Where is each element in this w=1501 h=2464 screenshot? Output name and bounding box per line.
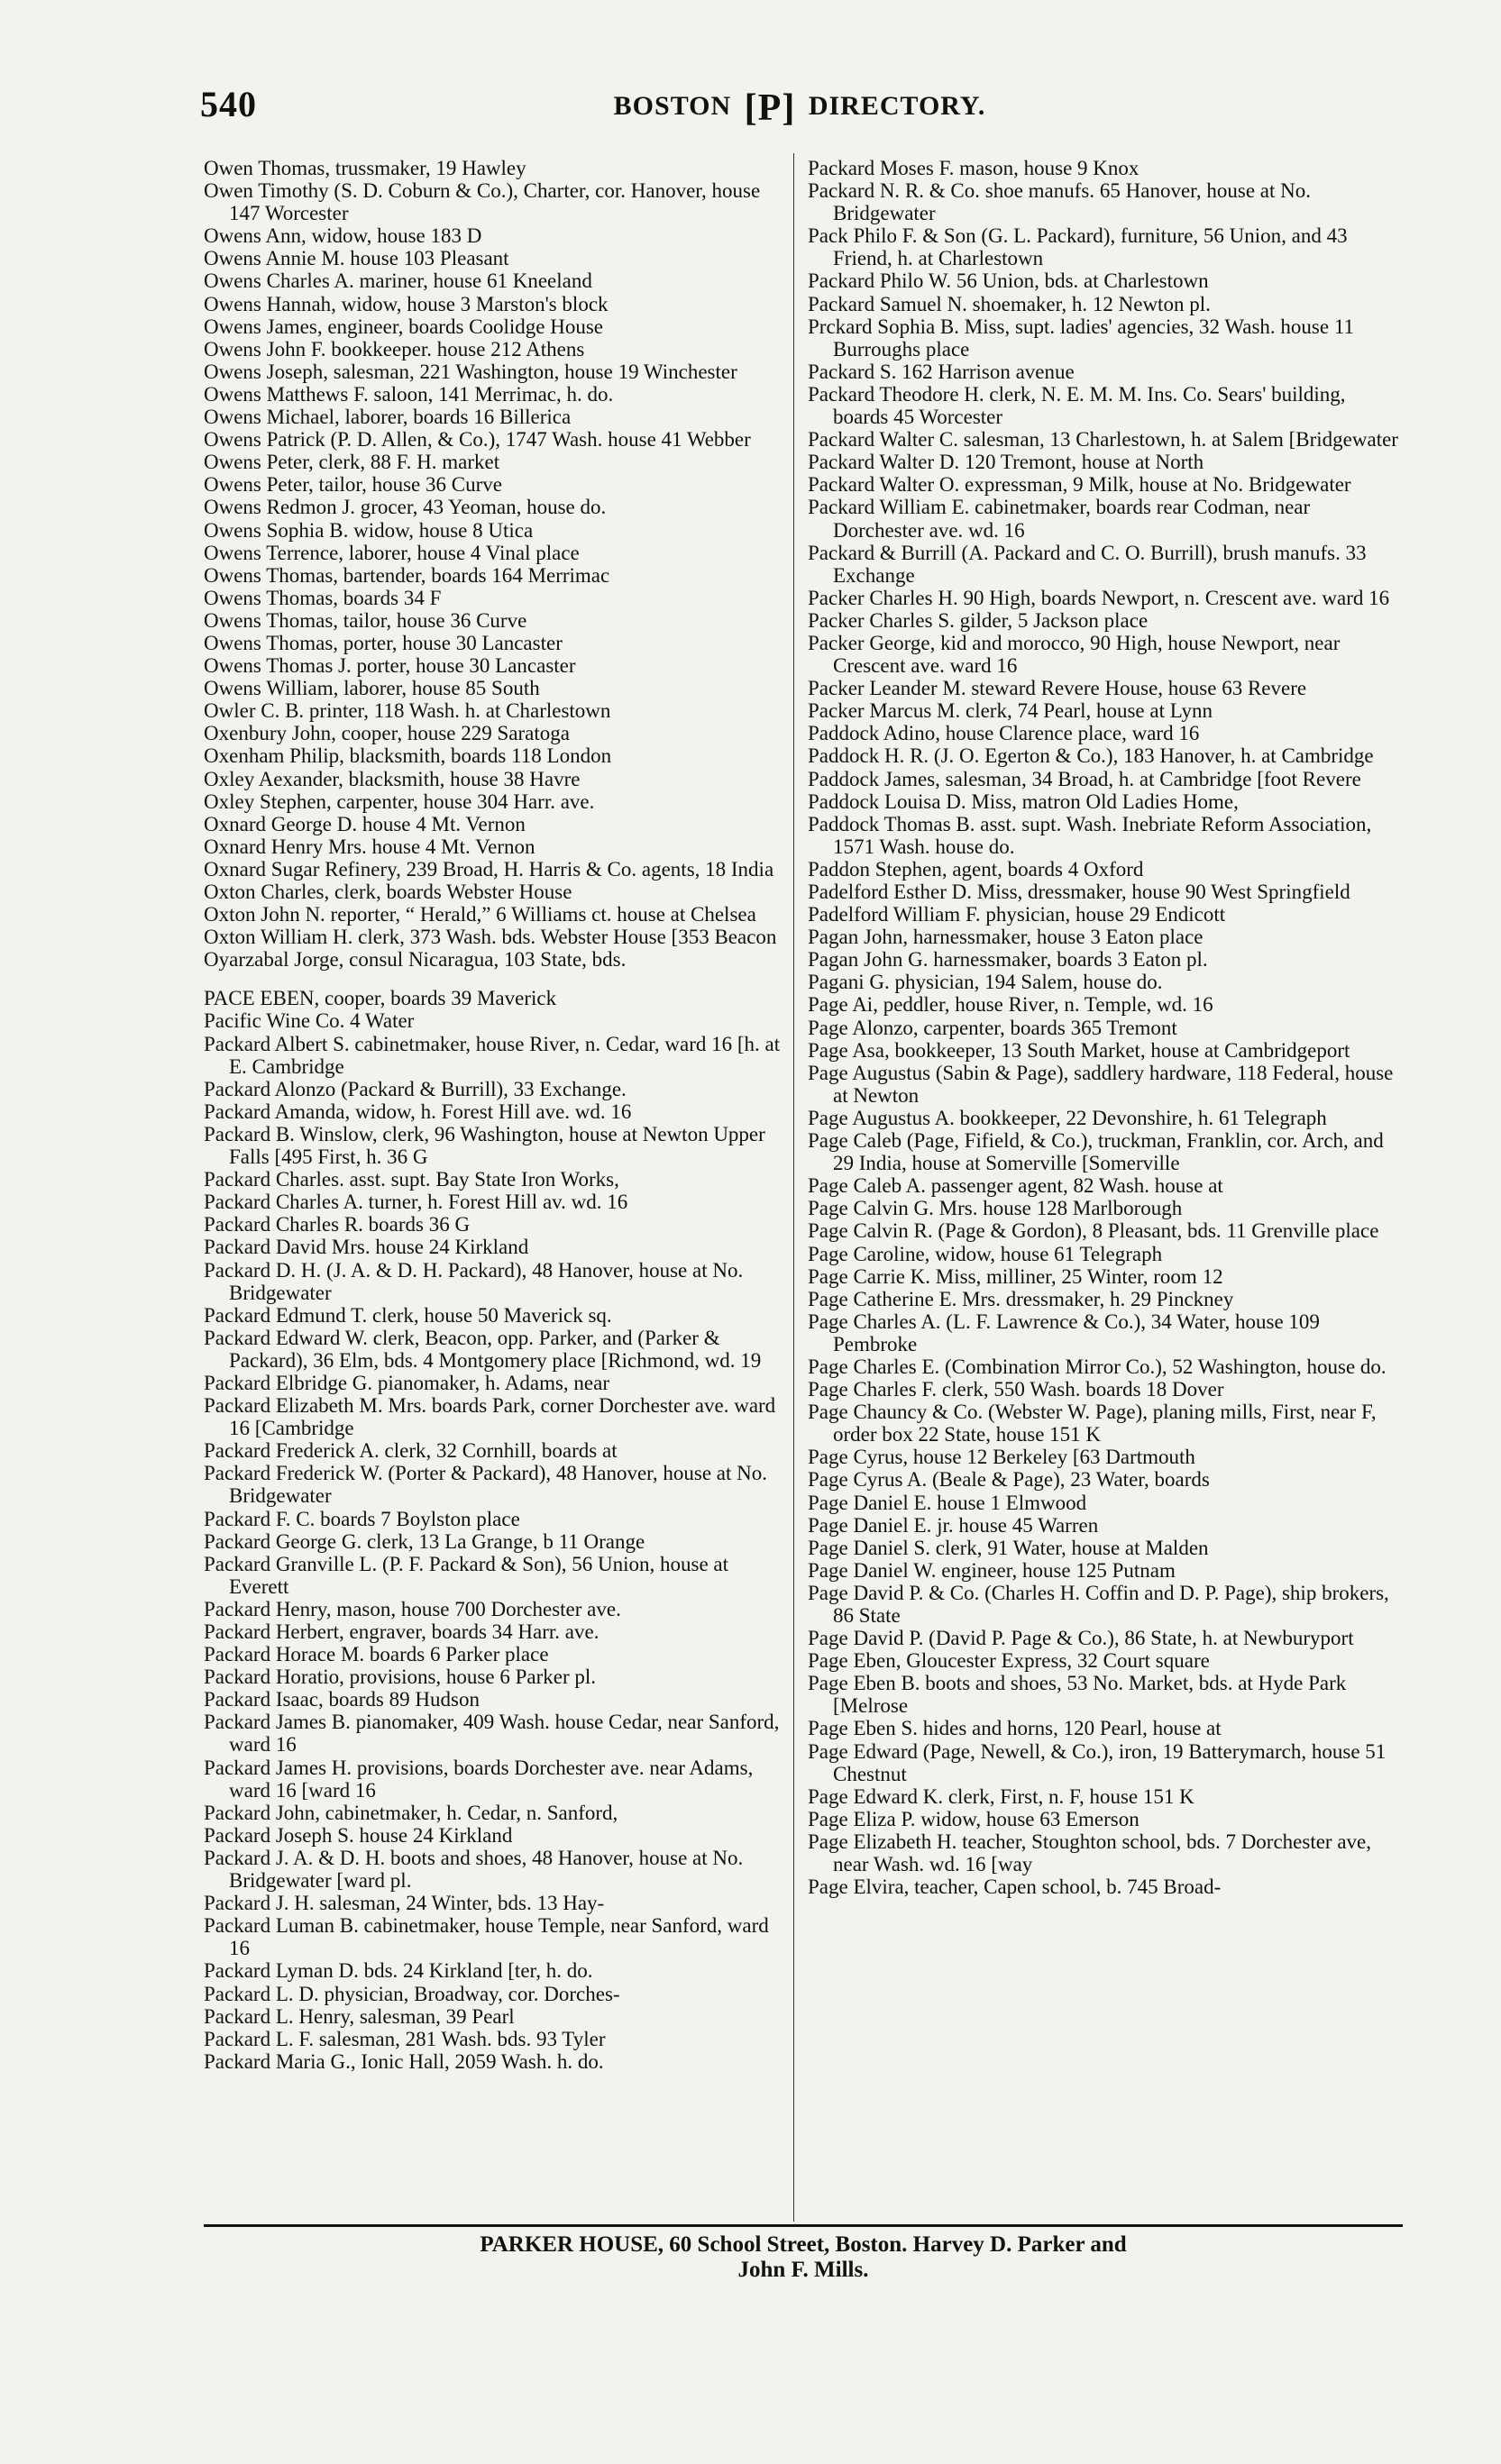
running-title <box>200 87 1399 130</box>
directory-entry: Oxnard Henry Mrs. house 4 Mt. Vernon <box>204 835 535 858</box>
directory-entry: Page Eben B. boots and shoes, 53 No. Market, bds. at Hyde Park [Melrose <box>808 1672 1347 1718</box>
directory-entry: Packard Joseph S. house 24 Kirkland <box>204 1823 513 1847</box>
directory-entry: Owens William, laborer, house 85 South <box>204 677 540 700</box>
directory-entry: Packard Horatio, provisions, house 6 Parker pl. <box>204 1665 597 1689</box>
directory-entry: Packard B. Winslow, clerk, 96 Washington, house at Newton Upper Falls [495 First, h. 36 G <box>204 1122 765 1169</box>
directory-entry: Page Charles E. (Combination Mirror Co.), 52 Washington, house do. <box>808 1355 1387 1378</box>
directory-entry: Pagan John G. harnessmaker, boards 3 Eaton pl. <box>808 948 1208 972</box>
directory-entry: Prckard Sophia B. Miss, supt. ladies' agencies, 32 Wash. house 11 Burroughs place <box>808 315 1354 360</box>
directory-entry: Page Cyrus A. (Beale & Page), 23 Water, boards <box>808 1468 1210 1492</box>
directory-entry: Page Chauncy & Co. (Webster W. Page), planing mills, First, near F, order box 22 State, house 151 K <box>808 1401 1377 1446</box>
directory-entry: Owens Matthews F. saloon, 141 Merrimac, h. do. <box>204 382 614 406</box>
directory-entry: Page Daniel E. house 1 Elmwood <box>808 1491 1087 1514</box>
directory-entry: Page Eben, Gloucester Express, 32 Court square <box>808 1649 1210 1673</box>
directory-entry: Owler C. B. printer, 118 Wash. h. at Charlestown <box>204 699 611 723</box>
directory-entry: Pagani G. physician, 194 Salem, house do. <box>808 971 1163 994</box>
directory-entry: Page David P. (David P. Page & Co.), 86 State, h. at Newburyport <box>808 1627 1354 1650</box>
directory-entry: Owens Michael, laborer, boards 16 Billerica <box>204 406 572 429</box>
directory-entry: Packard L. F. salesman, 281 Wash. bds. 93 Tyler <box>204 2027 606 2050</box>
footer-line-2: John F. Mills. <box>737 2258 869 2282</box>
directory-entry: Packard Elizabeth M. Mrs. boards Park, corner Dorchester ave. ward 16 [Cambridge <box>204 1394 776 1440</box>
directory-entry: Oxenbury John, cooper, house 229 Saratoga <box>204 722 570 745</box>
section-letter: [P] <box>744 87 796 129</box>
directory-entry: Page Elizabeth H. teacher, Stoughton school, bds. 7 Dorchester ave, near Wash. wd. 16 [way <box>808 1830 1372 1876</box>
directory-entry: Owens Peter, tailor, house 36 Curve <box>204 473 502 497</box>
directory-entry: Padelford Esther D. Miss, dressmaker, house 90 West Springfield <box>808 881 1350 903</box>
directory-entry: Oyarzabal Jorge, consul Nicaragua, 103 State, bds. <box>204 948 627 972</box>
directory-entry: Owens Thomas, boards 34 F <box>204 586 442 609</box>
directory-entry: Page Charles F. clerk, 550 Wash. boards 18 Dover <box>808 1378 1224 1401</box>
directory-entry: Packard Philo W. 56 Union, bds. at Charlestown <box>808 269 1209 293</box>
directory-entry: Packard William E. cabinetmaker, boards rear Codman, near Dorchester ave. wd. 16 <box>808 496 1311 542</box>
directory-entry: Paddock Thomas B. asst. supt. Wash. Inebriate Reform Association, 1571 Wash. house do. <box>808 812 1372 858</box>
directory-entry: Packard J. A. & D. H. boots and shoes, 48 Hanover, house at No. Bridgewater [ward pl. <box>204 1846 744 1893</box>
directory-entry: Owens Hannah, widow, house 3 Marston's block <box>204 292 609 315</box>
directory-entry: Packard Maria G., Ionic Hall, 2059 Wash. h. do. <box>204 2049 604 2073</box>
directory-entry: Packard Theodore H. clerk, N. E. M. M. Ins. Co. Sears' building, boards 45 Worcester <box>808 382 1346 429</box>
directory-entry: Pagan John, harnessmaker, house 3 Eaton place <box>808 926 1204 949</box>
directory-entry: Packard Amanda, widow, h. Forest Hill ave. wd. 16 <box>204 1100 632 1123</box>
directory-entry: Page Charles A. (L. F. Lawrence & Co.), 34 Water, house 109 Pembroke <box>808 1310 1320 1355</box>
directory-entry: Owens Charles A. mariner, house 61 Kneeland <box>204 269 592 293</box>
directory-entry: Page Ai, peddler, house River, n. Temple, wd. 16 <box>808 993 1213 1017</box>
directory-entry: Packard Elbridge G. pianomaker, h. Adams, near <box>204 1371 609 1394</box>
directory-entry: Packard Edward W. clerk, Beacon, opp. Parker, and (Parker & Packard), 36 Elm, bds. 4 Montgomery place [Richmond, wd. 19 <box>204 1326 762 1372</box>
directory-entry: Packard Lyman D. bds. 24 Kirkland [ter, h. do. <box>204 1959 593 1983</box>
directory-entry: Page Caroline, widow, house 61 Telegraph <box>808 1242 1163 1265</box>
directory-entry: Packard Moses F. mason, house 9 Knox <box>808 157 1139 179</box>
directory-entry: Owens Joseph, salesman, 221 Washington, house 19 Winchester <box>204 360 737 383</box>
footer-advertisement <box>204 2224 1403 2283</box>
directory-entry: Packard Charles A. turner, h. Forest Hill av. wd. 16 <box>204 1191 628 1214</box>
directory-entry: Page Augustus A. bookkeeper, 22 Devonshire, h. 61 Telegraph <box>808 1106 1327 1129</box>
directory-entry: Page Edward K. clerk, First, n. F, house 151 K <box>808 1784 1194 1808</box>
directory-entry: Packard J. H. salesman, 24 Winter, bds. 13 Hay- <box>204 1892 605 1915</box>
directory-entry: Page Calvin G. Mrs. house 128 Marlborough <box>808 1197 1183 1220</box>
directory-entry: Page Caleb (Page, Fifield, & Co.), truckman, Franklin, cor. Arch, and 29 India, house at Somerville [Somerville <box>808 1129 1384 1175</box>
directory-entry: Page Daniel E. jr. house 45 Warren <box>808 1513 1099 1537</box>
directory-entry: Owens James, engineer, boards Coolidge House <box>204 315 604 338</box>
directory-entry: Paddock Louisa D. Miss, matron Old Ladies Home, <box>808 789 1239 813</box>
directory-entry: Page Daniel W. engineer, house 125 Putnam <box>808 1558 1176 1582</box>
directory-entry: Packard F. C. boards 7 Boylston place <box>204 1507 520 1530</box>
directory-entry: Packard Walter D. 120 Tremont, house at North <box>808 451 1204 474</box>
running-title-right: DIRECTORY. <box>808 91 986 121</box>
directory-entry: Packard James B. pianomaker, 409 Wash. house Cedar, near Sanford, ward 16 <box>204 1711 780 1757</box>
directory-entry: Oxton William H. clerk, 373 Wash. bds. Webster House [353 Beacon <box>204 926 777 949</box>
directory-entry: Owens Sophia B. widow, house 8 Utica <box>204 518 534 542</box>
directory-entry: Page Calvin R. (Page & Gordon), 8 Pleasant, bds. 11 Grenville place <box>808 1219 1379 1243</box>
directory-entry: Packard David Mrs. house 24 Kirkland <box>204 1236 529 1259</box>
running-title-left: BOSTON <box>613 91 732 121</box>
directory-entry: Packard Walter C. salesman, 13 Charlestown, h. at Salem [Bridgewater <box>808 428 1398 452</box>
directory-entry: Packard L. Henry, salesman, 39 Pearl <box>204 2004 515 2028</box>
page-number: 540 <box>200 84 257 124</box>
directory-entry: Page Catherine E. Mrs. dressmaker, h. 29 Pinckney <box>808 1287 1234 1310</box>
directory-entry: Packard Granville L. (P. F. Packard & Son), 56 Union, house at Everett <box>204 1552 729 1598</box>
right-column <box>808 157 1405 1898</box>
directory-entry: PACE EBEN, cooper, boards 39 Maverick <box>204 987 557 1010</box>
directory-entry: Packard Samuel N. shoemaker, h. 12 Newton pl. <box>808 292 1211 315</box>
directory-entry: Oxnard George D. house 4 Mt. Vernon <box>204 812 526 835</box>
directory-entry: Packard George G. clerk, 13 La Grange, b 11 Orange <box>204 1529 645 1553</box>
directory-entry: Packard N. R. & Co. shoe manufs. 65 Hanover, house at No. Bridgewater <box>808 179 1312 225</box>
directory-entry: Packard Horace M. boards 6 Parker place <box>204 1643 549 1666</box>
directory-entry: Packard L. D. physician, Broadway, cor. Dorches- <box>204 1982 620 2005</box>
footer-line-1: PARKER HOUSE, 60 School Street, Boston. Harvey D. Parker and <box>480 2232 1127 2257</box>
directory-entry: Pack Philo F. & Son (G. L. Packard), furniture, 56 Union, and 43 Friend, h. at Charlestown <box>808 224 1348 270</box>
directory-entry: Packard Charles R. boards 36 G <box>204 1213 471 1237</box>
directory-entry: Page Daniel S. clerk, 91 Water, house at Malden <box>808 1536 1209 1559</box>
directory-entry: Paddock James, salesman, 34 Broad, h. at Cambridge [foot Revere <box>808 767 1361 790</box>
directory-entry: Pacific Wine Co. 4 Water <box>204 1009 415 1033</box>
left-column <box>204 157 790 2073</box>
directory-entry: Page Elvira, teacher, Capen school, b. 745 Broad- <box>808 1875 1222 1899</box>
directory-entry: Owens Terrence, laborer, house 4 Vinal place <box>204 541 580 564</box>
directory-entry: Page Eliza P. widow, house 63 Emerson <box>808 1807 1139 1830</box>
directory-entry: Packard Henry, mason, house 700 Dorchester ave. <box>204 1597 621 1620</box>
directory-entry: Owens Thomas J. porter, house 30 Lancaster <box>204 654 576 678</box>
directory-entry: Page Cyrus, house 12 Berkeley [63 Dartmouth <box>808 1446 1195 1469</box>
directory-entry: Paddock Adino, house Clarence place, ward 16 <box>808 722 1200 745</box>
directory-entry: Packer Marcus M. clerk, 74 Pearl, house at Lynn <box>808 699 1213 723</box>
directory-entry: Page Caleb A. passenger agent, 82 Wash. house at <box>808 1174 1223 1198</box>
directory-entry: Packard Edmund T. clerk, house 50 Maverick sq. <box>204 1303 612 1327</box>
directory-entry: Packard John, cabinetmaker, h. Cedar, n. Sanford, <box>204 1801 618 1824</box>
directory-entry: Packard Frederick W. (Porter & Packard), 48 Hanover, house at No. Bridgewater <box>204 1462 768 1508</box>
directory-entry: Packard Albert S. cabinetmaker, house River, n. Cedar, ward 16 [h. at E. Cambridge <box>204 1032 781 1078</box>
directory-entry: Page David P. & Co. (Charles H. Coffin and D. P. Page), ship brokers, 86 State <box>808 1581 1389 1627</box>
directory-entry: Packard & Burrill (A. Packard and C. O. Burrill), brush manufs. 33 Exchange <box>808 541 1367 587</box>
directory-entry: Owens Annie M. house 103 Pleasant <box>204 247 509 270</box>
directory-entry: Owen Thomas, trussmaker, 19 Hawley <box>204 157 526 179</box>
directory-entry: Page Alonzo, carpenter, boards 365 Tremont <box>808 1016 1177 1039</box>
directory-entry: Owens Redmon J. grocer, 43 Yeoman, house do. <box>204 496 607 519</box>
directory-entry: Packard S. 162 Harrison avenue <box>808 360 1075 383</box>
directory-entry: Packer George, kid and morocco, 90 High, house Newport, near Crescent ave. ward 16 <box>808 631 1341 678</box>
directory-entry: Page Augustus (Sabin & Page), saddlery hardware, 118 Federal, house at Newton <box>808 1061 1394 1107</box>
directory-entry: Page Asa, bookkeeper, 13 South Market, house at Cambridgeport <box>808 1038 1350 1062</box>
directory-entry: Padelford William F. physician, house 29 Endicott <box>808 903 1226 926</box>
directory-entry: Packard Isaac, boards 89 Hudson <box>204 1688 480 1711</box>
directory-entry: Oxton Charles, clerk, boards Webster House <box>204 881 572 903</box>
directory-entry: Oxnard Sugar Refinery, 239 Broad, H. Harris & Co. agents, 18 India <box>204 857 774 881</box>
directory-entry: Oxenham Philip, blacksmith, boards 118 London <box>204 744 612 768</box>
directory-entry: Page Edward (Page, Newell, & Co.), iron, 19 Batterymarch, house 51 Chestnut <box>808 1739 1387 1785</box>
directory-entry: Packer Leander M. steward Revere House, house 63 Revere <box>808 677 1307 700</box>
directory-entry: Paddon Stephen, agent, boards 4 Oxford <box>808 857 1144 881</box>
directory-entry: Packer Charles S. gilder, 5 Jackson place <box>808 608 1149 632</box>
directory-entry: Oxley Aexander, blacksmith, house 38 Havre <box>204 767 581 790</box>
directory-entry: Owens Patrick (P. D. Allen, & Co.), 1747 Wash. house 41 Webber <box>204 428 751 452</box>
directory-entry: Owens Thomas, tailor, house 36 Curve <box>204 608 527 632</box>
directory-entry: Owens Peter, clerk, 88 F. H. market <box>204 451 500 474</box>
directory-entry: Owens Thomas, bartender, boards 164 Merrimac <box>204 563 610 587</box>
directory-entry: Oxley Stephen, carpenter, house 304 Harr. ave. <box>204 789 595 813</box>
directory-entry: Packard Charles. asst. supt. Bay State Iron Works, <box>204 1168 619 1191</box>
directory-entry: Packard Luman B. cabinetmaker, house Temple, near Sanford, ward 16 <box>204 1914 769 1960</box>
directory-entry: Packer Charles H. 90 High, boards Newport, n. Crescent ave. ward 16 <box>808 586 1390 609</box>
directory-entry: Packard D. H. (J. A. & D. H. Packard), 48 Hanover, house at No. Bridgewater <box>204 1258 744 1304</box>
directory-entry: Packard James H. provisions, boards Dorchester ave. near Adams, ward 16 [ward 16 <box>204 1756 754 1802</box>
directory-entry: Packard Alonzo (Packard & Burrill), 33 Exchange. <box>204 1077 627 1100</box>
column-divider <box>793 153 794 2222</box>
directory-entry: Page Eben S. hides and horns, 120 Pearl, house at <box>808 1717 1222 1740</box>
directory-entry: Packard Frederick A. clerk, 32 Cornhill, boards at <box>204 1439 618 1463</box>
directory-entry: Oxton John N. reporter, “ Herald,” 6 Williams ct. house at Chelsea <box>204 903 756 926</box>
directory-entry: Owens Ann, widow, house 183 D <box>204 224 482 248</box>
directory-entry: Page Carrie K. Miss, milliner, 25 Winter, room 12 <box>808 1264 1223 1288</box>
directory-entry: Owens Thomas, porter, house 30 Lancaster <box>204 631 563 654</box>
directory-entry: Owen Timothy (S. D. Coburn & Co.), Charter, cor. Hanover, house 147 Worcester <box>204 179 761 225</box>
page-header <box>200 83 1399 137</box>
directory-entry: Packard Walter O. expressman, 9 Milk, house at No. Bridgewater <box>808 473 1351 497</box>
directory-entry: Owens John F. bookkeeper. house 212 Athens <box>204 337 585 360</box>
directory-entry: Packard Herbert, engraver, boards 34 Harr. ave. <box>204 1620 599 1643</box>
directory-entry: Paddock H. R. (J. O. Egerton & Co.), 183 Hanover, h. at Cambridge <box>808 744 1374 768</box>
